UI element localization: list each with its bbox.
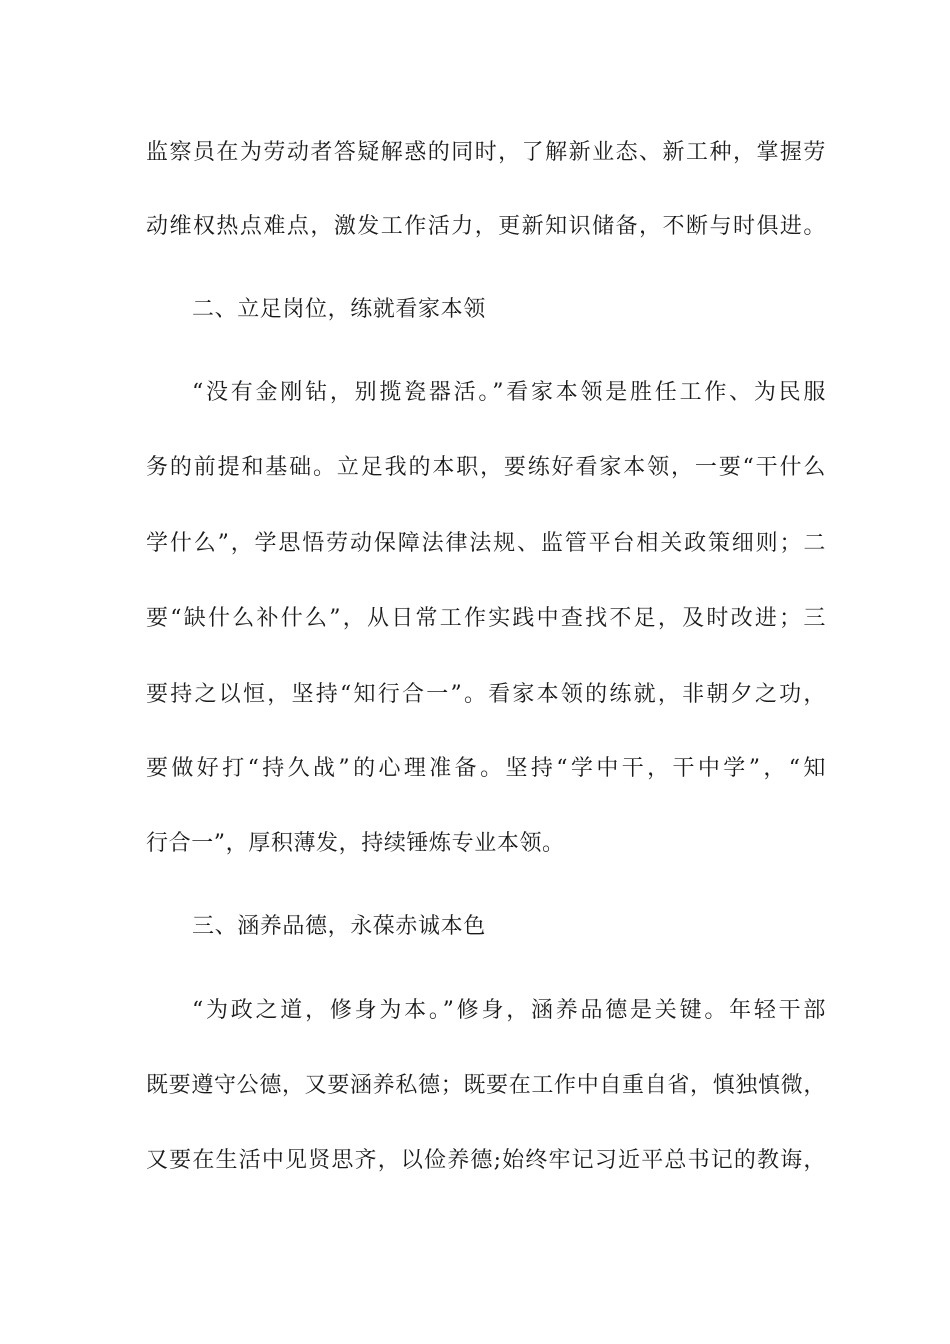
body-text-line: 要持之以恒，坚持“知行合一”。看家本领的练就，非朝夕之功， <box>146 682 826 707</box>
body-text-line: 学什么”，学思悟劳动保障法律法规、监管平台相关政策细则；二 <box>146 531 826 556</box>
body-text-line: 要做好打“持久战”的心理准备。坚持“学中干，干中学”，“知 <box>146 756 826 781</box>
section-heading: 二、立足岗位，练就看家本领 <box>192 297 486 322</box>
body-text-line: 又要在生活中见贤思齐，以俭养德;始终牢记习近平总书记的教诲， <box>146 1148 826 1173</box>
body-text-line: “为政之道，修身为本。”修身，涵养品德是关键。年轻干部 <box>192 998 826 1023</box>
body-text-line: 既要遵守公德，又要涵养私德；既要在工作中自重自省，慎独慎微， <box>146 1073 826 1098</box>
body-text-line: 要“缺什么补什么”，从日常工作实践中查找不足，及时改进；三 <box>146 606 826 631</box>
body-text-line: 监察员在为劳动者答疑解惑的同时，了解新业态、新工种，掌握劳 <box>146 140 826 165</box>
body-text-line: 动维权热点难点，激发工作活力，更新知识储备，不断与时俱进。 <box>146 214 826 239</box>
body-text-line: 务的前提和基础。立足我的本职，要练好看家本领，一要“干什么 <box>146 455 826 480</box>
body-text-line: “没有金刚钻，别揽瓷器活。”看家本领是胜任工作、为民服 <box>192 380 826 405</box>
body-text-line: 行合一”，厚积薄发，持续锤炼专业本领。 <box>146 831 565 856</box>
section-heading: 三、涵养品德，永葆赤诚本色 <box>192 914 486 939</box>
